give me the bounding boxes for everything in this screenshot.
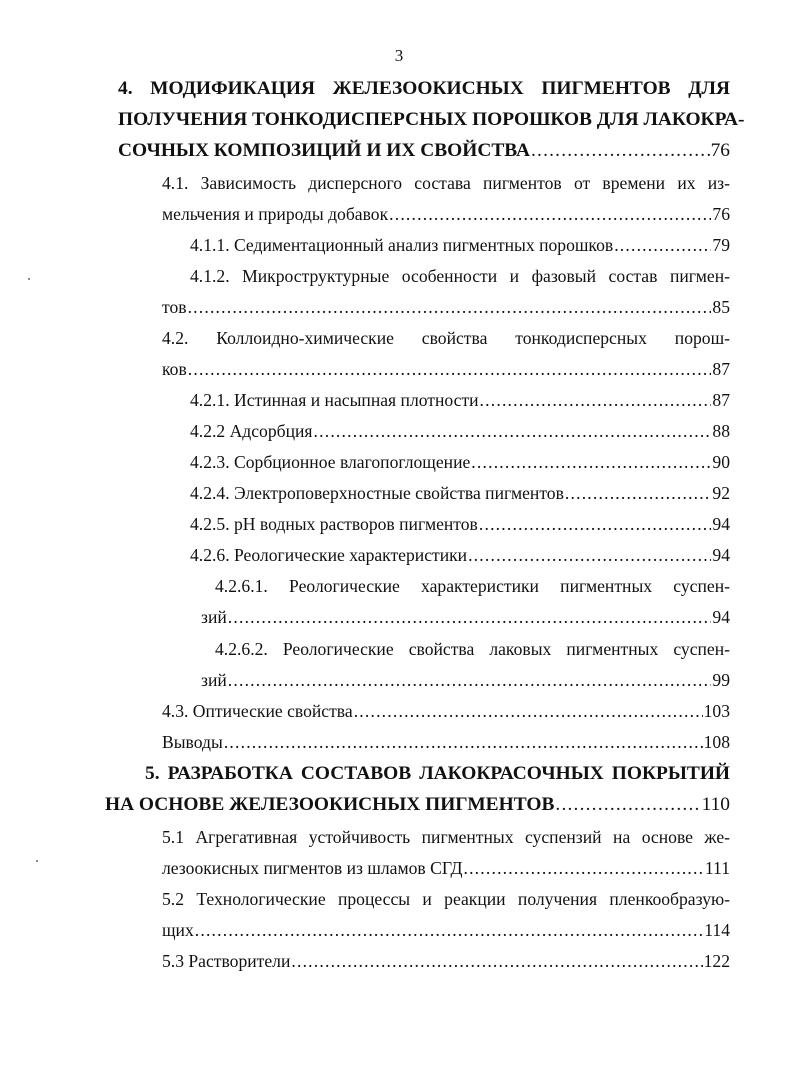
toc-chapter-4-line-1: 4. МОДИФИКАЦИЯ ЖЕЛЕЗООКИСНЫХ ПИГМЕНТОВ ДЛЯ: [118, 78, 730, 99]
toc-page-ref: 110: [701, 794, 730, 815]
toc-section-5-2-line-2: щих ..... 114: [162, 913, 730, 943]
toc-section-5-1-line-2: лезоокисных пигментов из шламов СГД ..... 111: [162, 851, 730, 881]
toc-chapter-4-line-3: СОЧНЫХ КОМПОЗИЦИЙ И ИХ СВОЙСТВА ..... 76: [118, 134, 730, 164]
toc-section-4-2-6: 4.2.6. Реологические характеристики ..... 94: [190, 538, 730, 568]
scan-speck: [36, 860, 38, 862]
toc-section-4-1-line-2: мельчения и природы добавок ..... 76: [162, 197, 730, 227]
toc-section-4-2-6-1-line-2: зий ..... 94: [201, 600, 730, 630]
toc-section-4-2-line-1: 4.2. Коллоидно-химические свойства тонкодисперсных порош-: [162, 328, 730, 348]
toc-chapter-5-line-2: НА ОСНОВЕ ЖЕЛЕЗООКИСНЫХ ПИГМЕНТОВ ..... 110: [105, 788, 730, 818]
toc-section-4-2-6-2-line-2: зий ..... 99: [201, 663, 730, 693]
toc-section-4-2-3: 4.2.3. Сорбционное влагопоглощение ..... 90: [190, 445, 730, 475]
toc-section-5-2-line-1: 5.2 Технологические процессы и реакции получения пленкообразую-: [162, 889, 730, 909]
toc-page-ref: 94: [712, 607, 730, 627]
toc-page-ref: 76: [712, 204, 730, 224]
toc-section-5-3: 5.3 Растворители ..... 122: [162, 944, 730, 974]
toc-page-ref: 90: [712, 452, 730, 472]
toc-section-4-3: 4.3. Оптические свойства ..... 103: [162, 694, 730, 724]
toc-page-ref: 88: [712, 421, 730, 441]
toc-section-4-2-line-2: ков ..... 87: [162, 352, 730, 382]
toc-chapter-5-line-1: 5. РАЗРАБОТКА СОСТАВОВ ЛАКОКРАСОЧНЫХ ПОКРЫТИЙ: [145, 763, 730, 784]
toc-page-ref: 79: [712, 235, 730, 255]
page-number: 3: [394, 46, 404, 65]
toc-page-ref: 111: [704, 858, 730, 878]
toc-section-4-1-line-1: 4.1. Зависимость дисперсного состава пигментов от времени их из-: [162, 173, 730, 193]
toc-section-4-1-2-line-2: тов ..... 85: [162, 290, 730, 320]
toc-section-4-2-5: 4.2.5. pH водных растворов пигментов ..... 94: [190, 507, 730, 537]
toc-section-4-1-2-line-1: 4.1.2. Микроструктурные особенности и фазовый состав пигмен-: [190, 266, 730, 286]
scan-speck: [28, 278, 30, 280]
toc-section-4-2-2: 4.2.2 Адсорбция ..... 88: [190, 414, 730, 444]
toc-section-4-2-4: 4.2.4. Электроповерхностные свойства пигментов ..... 92: [190, 476, 730, 506]
toc-conclusions: Выводы ..... 108: [162, 725, 730, 755]
toc-page-ref: 94: [712, 514, 730, 534]
toc-section-4-2-6-1-line-1: 4.2.6.1. Реологические характеристики пигментных суспен-: [215, 576, 730, 596]
toc-section-4-2-1: 4.2.1. Истинная и насыпная плотности ..... 87: [190, 383, 730, 413]
toc-page-ref: 99: [712, 670, 730, 690]
toc-page-ref: 103: [703, 701, 730, 721]
toc-page-ref: 122: [703, 951, 730, 971]
toc-page-ref: 87: [712, 390, 730, 410]
toc-page-ref: 94: [712, 545, 730, 565]
toc-page-ref: 76: [710, 140, 730, 161]
toc-section-5-1-line-1: 5.1 Агрегативная устойчивость пигментных суспензий на основе же-: [162, 827, 730, 847]
toc-page-ref: 114: [704, 920, 730, 940]
toc-page-ref: 85: [712, 297, 730, 317]
toc-page-ref: 92: [712, 483, 730, 503]
toc-page-ref: 108: [703, 732, 730, 752]
toc-section-4-2-6-2-line-1: 4.2.6.2. Реологические свойства лаковых пигментных суспен-: [215, 639, 730, 659]
toc-page-ref: 87: [712, 359, 730, 379]
toc-section-4-1-1: 4.1.1. Седиментационный анализ пигментных порошков ..... 79: [190, 228, 730, 258]
toc-chapter-4-line-2: ПОЛУЧЕНИЯ ТОНКОДИСПЕРСНЫХ ПОРОШКОВ ДЛЯ ЛАКОКРА-: [118, 109, 745, 130]
